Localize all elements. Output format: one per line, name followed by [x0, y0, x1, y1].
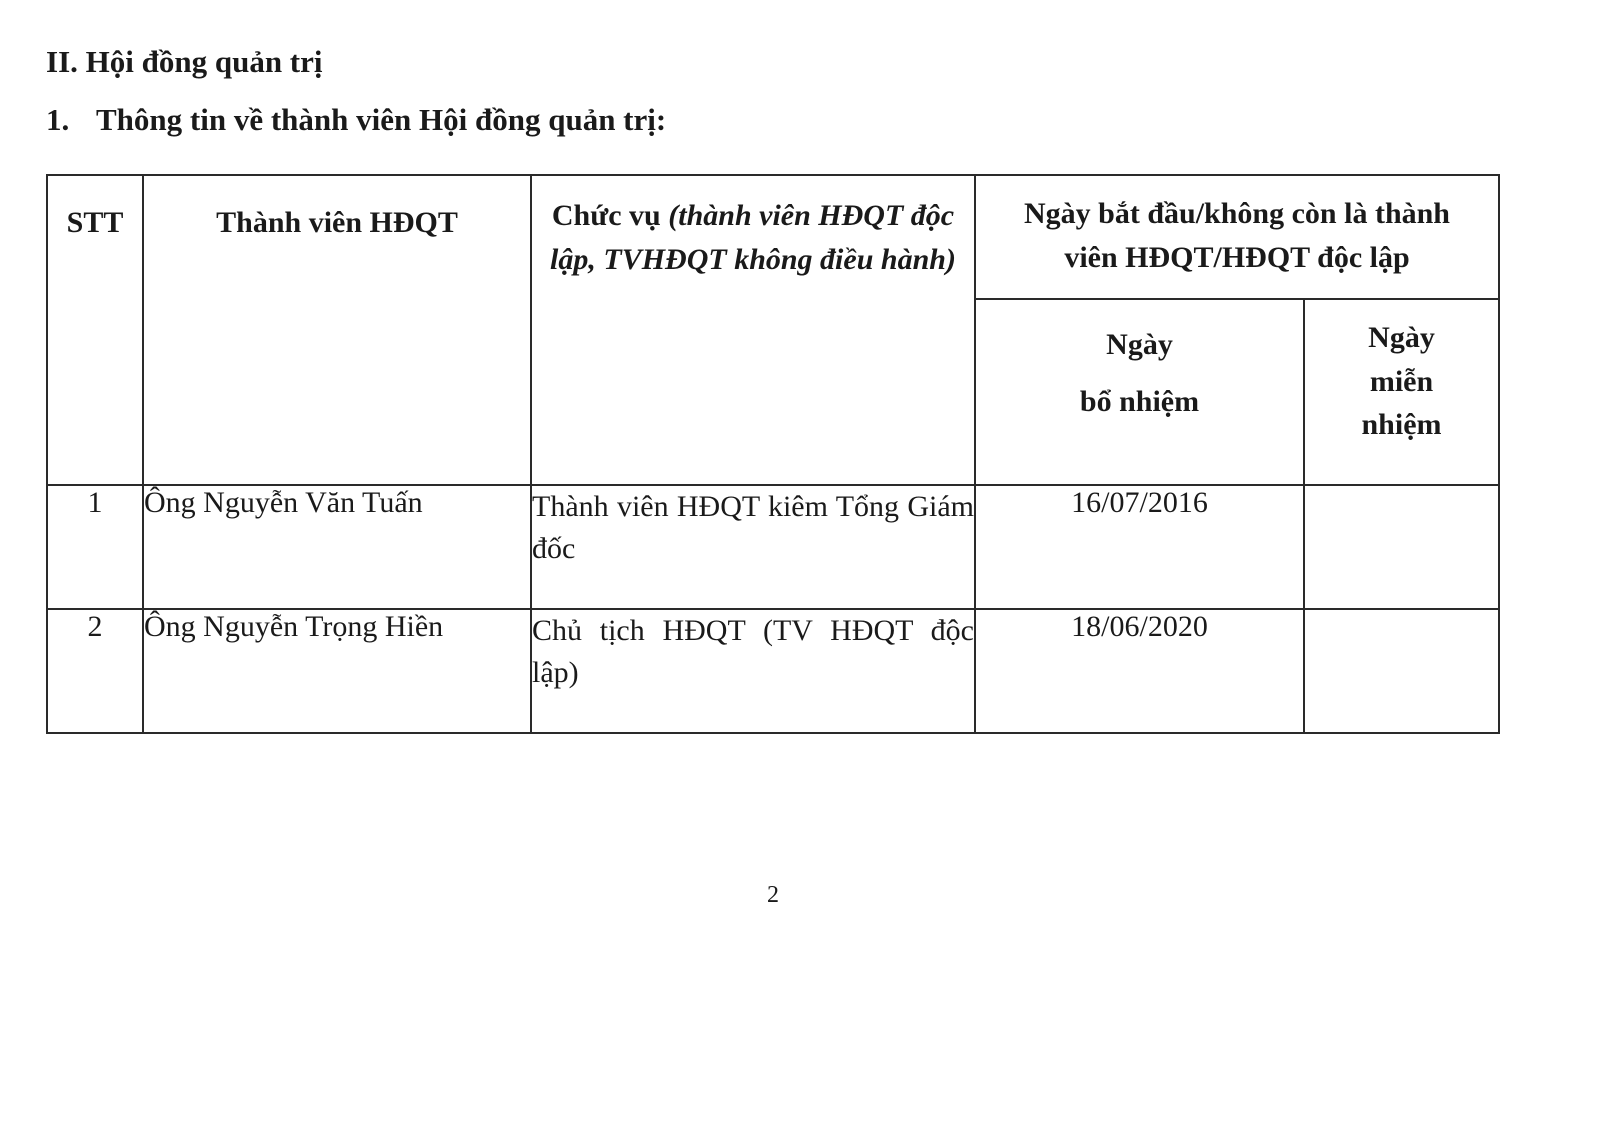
cell-member: Ông Nguyễn Văn Tuấn [143, 485, 531, 609]
cell-position: Thành viên HĐQT kiêm Tổng Giám đốc [531, 485, 975, 609]
section-heading: II. Hội đồng quản trị [46, 44, 323, 79]
header-position-note: (thành viên HĐQT độc lập, TVHĐQT không điều hành) [550, 199, 956, 276]
page-number: 2 [767, 882, 779, 908]
table-row [47, 609, 1499, 733]
cell-stt: 2 [47, 609, 143, 733]
cell-member: Ông Nguyễn Trọng Hiền [143, 609, 531, 733]
subsection-heading [46, 104, 666, 135]
board-members-table [46, 174, 1500, 734]
cell-appointed: 18/06/2020 [975, 609, 1304, 733]
cell-position: Chủ tịch HĐQT (TV HĐQT độc lập) [531, 609, 975, 733]
cell-appointed: 16/07/2016 [975, 485, 1304, 609]
header-dismissed-date: Ngày miễn nhiệm [1304, 299, 1499, 485]
header-appointed-date: Ngày bổ nhiệm [975, 299, 1304, 485]
header-stt: STT [47, 175, 143, 485]
header-member: Thành viên HĐQT [143, 175, 531, 485]
subsection-number: 1. [46, 102, 70, 137]
cell-stt: 1 [47, 485, 143, 609]
header-position [531, 175, 975, 485]
header-dates-group: Ngày bắt đầu/không còn là thành viên HĐQT/HĐQT độc lập [975, 175, 1499, 299]
header-position-label: Chức vụ [551, 199, 661, 232]
cell-dismissed [1304, 485, 1499, 609]
table-header-row [47, 175, 1499, 299]
table-row [47, 485, 1499, 609]
subsection-title: Thông tin về thành viên Hội đồng quản trị: [96, 102, 667, 137]
cell-dismissed [1304, 609, 1499, 733]
